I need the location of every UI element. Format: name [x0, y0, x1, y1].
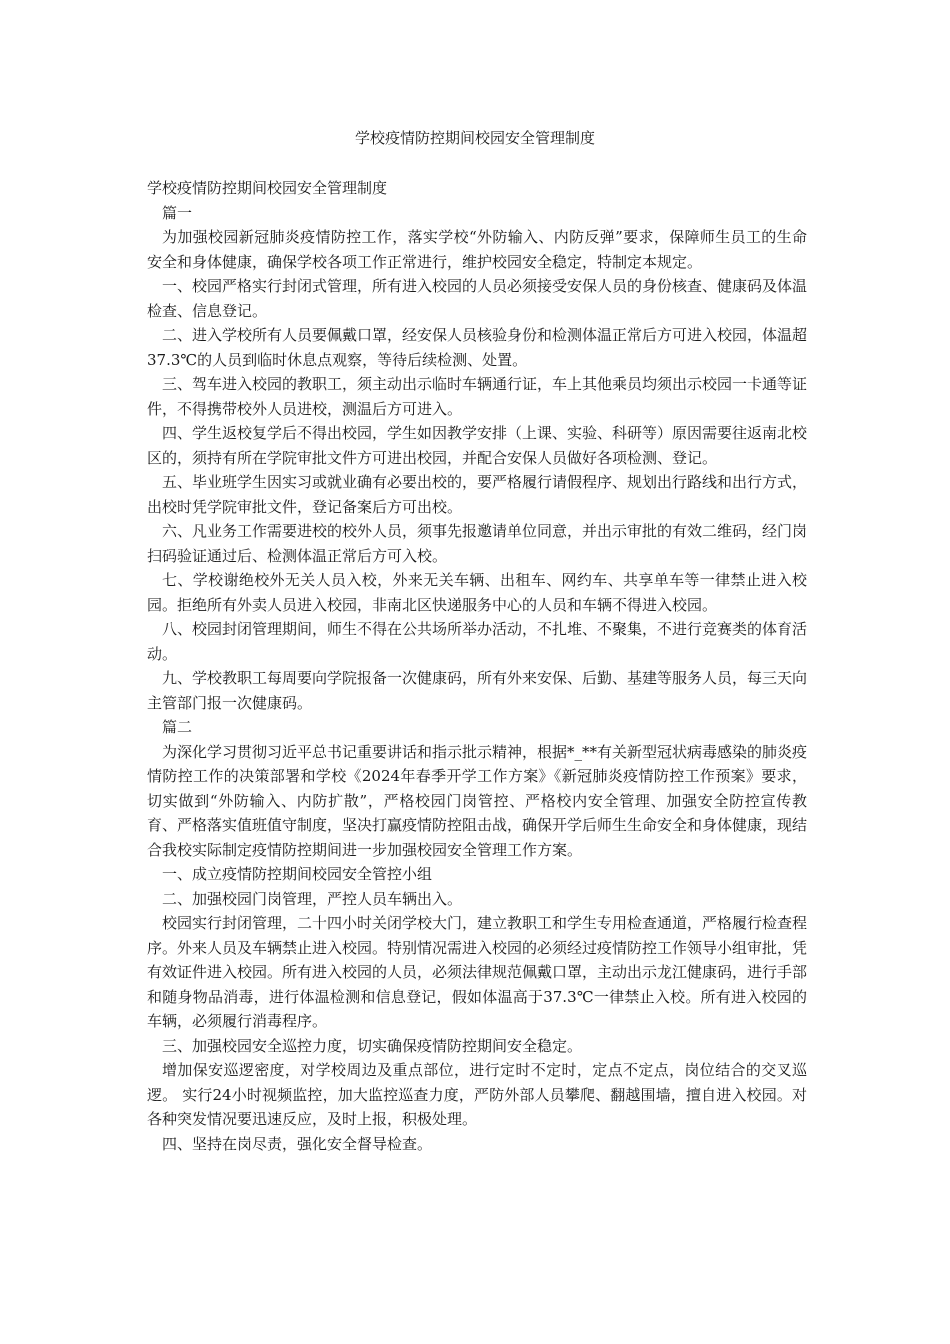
paragraph: 二、加强校园门岗管理，严控人员车辆出入。 — [162, 889, 463, 908]
paragraph: 三、驾车进入校园的教职工，须主动出示临时车辆通行证，车上其他乘员均须出示校园一卡通等证件，不得携带校外人员进校，测温后方可进入。 — [147, 375, 808, 418]
paragraph: 五、毕业班学生因实习或就业确有必要出校的，要严格履行请假程序、规划出行路线和出行方式，出校时凭学院审批文件，登记备案后方可出校。 — [147, 473, 808, 516]
paragraph: 六、凡业务工作需要进校的校外人员，须事先报邀请单位同意，并出示审批的有效二维码，经门岗扫码验证通过后、检测体温正常后方可入校。 — [147, 522, 808, 565]
document-subtitle: 学校疫情防控期间校园安全管理制度 — [147, 179, 388, 197]
paragraph: 增加保安巡逻密度，对学校周边及重点部位，进行定时不定时，定点不定点，岗位结合的交叉巡逻。 实行24小时视频监控，加大监控巡查力度，严防外部人员攀爬、翻越围墙，擅自进入校园。对各种突发情况要迅速反应，及时上报，积极处理。 — [147, 1061, 807, 1128]
paragraph: 校园实行封闭管理，二十四小时关闭学校大门，建立教职工和学生专用检查通道，严格履行检查程序。外来人员及车辆禁止进入校园。特别情况需进入校园的必须经过疫情防控工作领导小组审批，凭有效证件进入校园。所有进入校园的人员，必须法律规范佩戴口罩，主动出示龙江健康码，进行手部和随身物品消毒，进行体温检测和信息登记，假如体温高于37.3℃一律禁止入校。所有进入校园的车辆，必须履行消毒程序。 — [147, 914, 808, 1030]
paragraph: 一、成立疫情防控期间校园安全管控小组 — [162, 865, 433, 883]
paragraph: 八、校园封闭管理期间，师生不得在公共场所举办活动，不扎堆、不聚集，不进行竞赛类的体育活动。 — [147, 620, 808, 663]
paragraph: 四、学生返校复学后不得出校园，学生如因教学安排（上课、实验、科研等）原因需要往返南北校区的，须持有所在学院审批文件方可进出校园，并配合安保人员做好各项检测、登记。 — [147, 424, 808, 467]
document-title: 学校疫情防控期间校园安全管理制度 — [354, 129, 595, 147]
paragraph: 四、坚持在岗尽责，强化安全督导检查。 — [162, 1134, 433, 1153]
paragraph: 为加强校园新冠肺炎疫情防控工作，落实学校“外防输入、内防反弹”要求，保障师生员工的生命安全和身体健康，确保学校各项工作正常进行，维护校园安全稳定，特制定本规定。 — [147, 228, 807, 271]
paragraph: 篇一 — [162, 203, 193, 222]
paragraph: 七、学校谢绝校外无关人员入校，外来无关车辆、出租车、网约车、共享单车等一律禁止进入校园。拒绝所有外卖人员进入校园，非南北区快递服务中心的人员和车辆不得进入校园。 — [147, 571, 807, 614]
paragraph: 为深化学习贯彻习近平总书记重要讲话和指示批示精神，根据*_**有关新型冠状病毒感染的肺炎疫情防控工作的决策部署和学校《2024年春季开学工作方案》《新冠肺炎疫情防控工作预案》要求，切实做到“外防输入、内防扩散”，严格校园门岗管控、严格校内安全管理、加强安全防控宣传教育、严格落实值班值守制度，坚决打赢疫情防控阻击战，确保开学后师生生命安全和身体健康，现结合我校实际制定疫情防控期间进一步加强校园安全管理工作方案。 — [147, 742, 808, 859]
paragraph: 二、进入学校所有人员要佩戴口罩，经安保人员核验身份和检测体温正常后方可进入校园，体温超37.3℃的人员到临时休息点观察，等待后续检测、处置。 — [147, 326, 808, 369]
paragraph: 三、加强校园安全巡控力度，切实确保疫情防控期间安全稳定。 — [162, 1036, 583, 1055]
document-body — [147, 176, 807, 1156]
paragraph: 篇二 — [162, 718, 193, 736]
paragraph: 一、校园严格实行封闭式管理，所有进入校园的人员必须接受安保人员的身份核查、健康码及体温检查、信息登记。 — [147, 277, 808, 320]
paragraph: 九、学校教职工每周要向学院报备一次健康码，所有外来安保、后勤、基建等服务人员，每三天向主管部门报一次健康码。 — [147, 669, 808, 712]
